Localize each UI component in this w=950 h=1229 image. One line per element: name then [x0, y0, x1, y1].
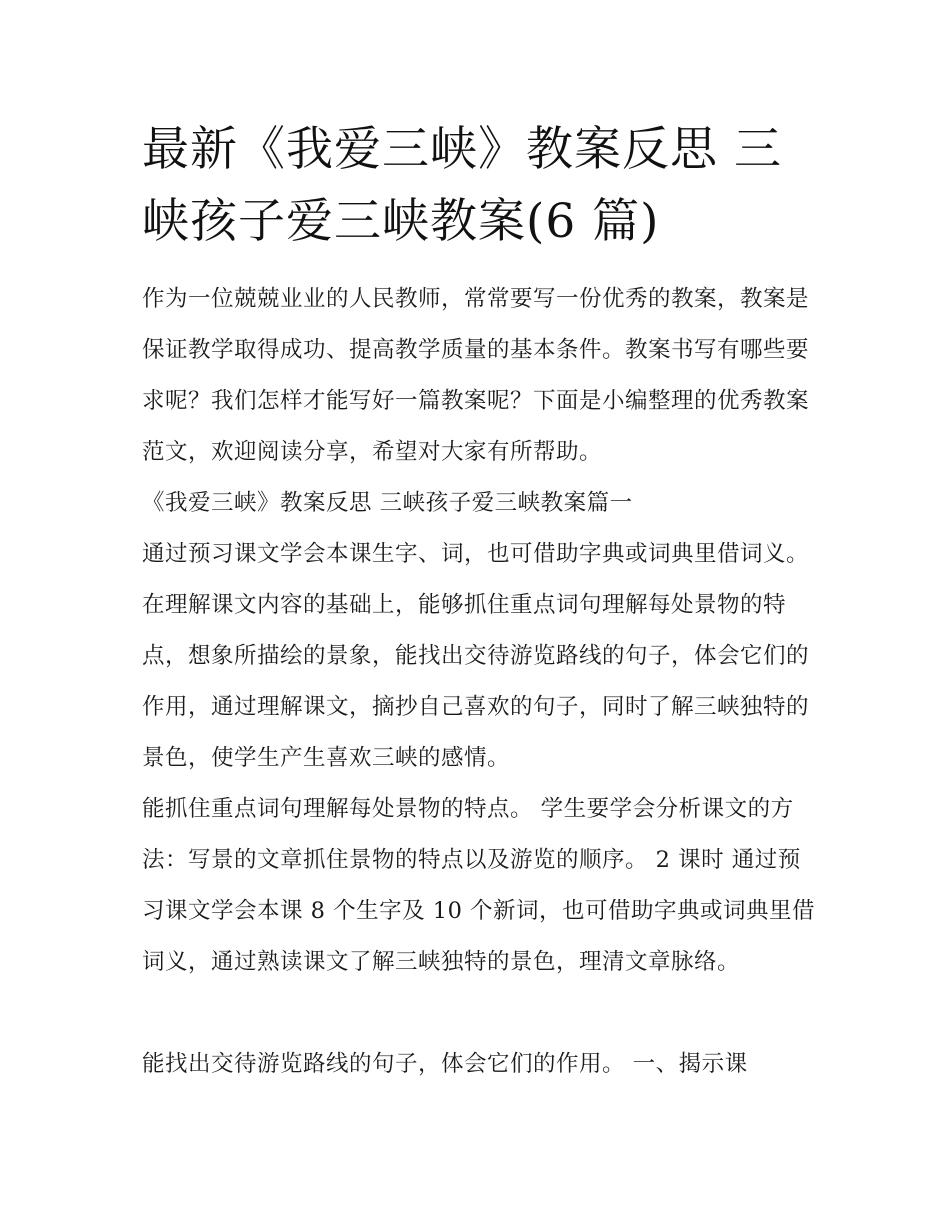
key-points-paragraph: 能抓住重点词句理解每处景物的特点。 学生要学会分析课文的方法：写景的文章抓住景物的特点以及游览的顺序。 2 课时 通过预习课文学会本课 8 个生字及 10 个新词，也可借助字典或词典里借词义，通过熟读课文了解三峡独特的景色，理清文章脉络。 [142, 796, 816, 975]
intro-paragraph: 作为一位兢兢业业的人民教师，常常要写一份优秀的教案，教案是保证教学取得成功、提高教学质量的基本条件。教案书写有哪些要求呢？我们怎样才能写好一篇教案呢？下面是小编整理的优秀教案范文，欢迎阅读分享，希望对大家有所帮助。 [142, 286, 810, 465]
objectives-paragraph: 通过预习课文学会本课生字、词，也可借助字典或词典里借词义。在理解课文内容的基础上，能够抓住重点词句理解每处景物的特点，想象所描绘的景象，能找出交待游览路线的句子，体会它们的作用，通过理解课文，摘抄自己喜欢的句子，同时了解三峡独特的景色，使学生产生喜欢三峡的感情。 [142, 541, 810, 771]
document-title: 最新《我爱三峡》教案反思 三峡孩子爱三峡教案(6 篇) [142, 122, 782, 249]
section-heading: 《我爱三峡》教案反思 三峡孩子爱三峡教案篇一 [142, 490, 633, 516]
process-paragraph: 能找出交待游览路线的句子，体会它们的作用。 一、揭示课 [142, 1051, 748, 1077]
